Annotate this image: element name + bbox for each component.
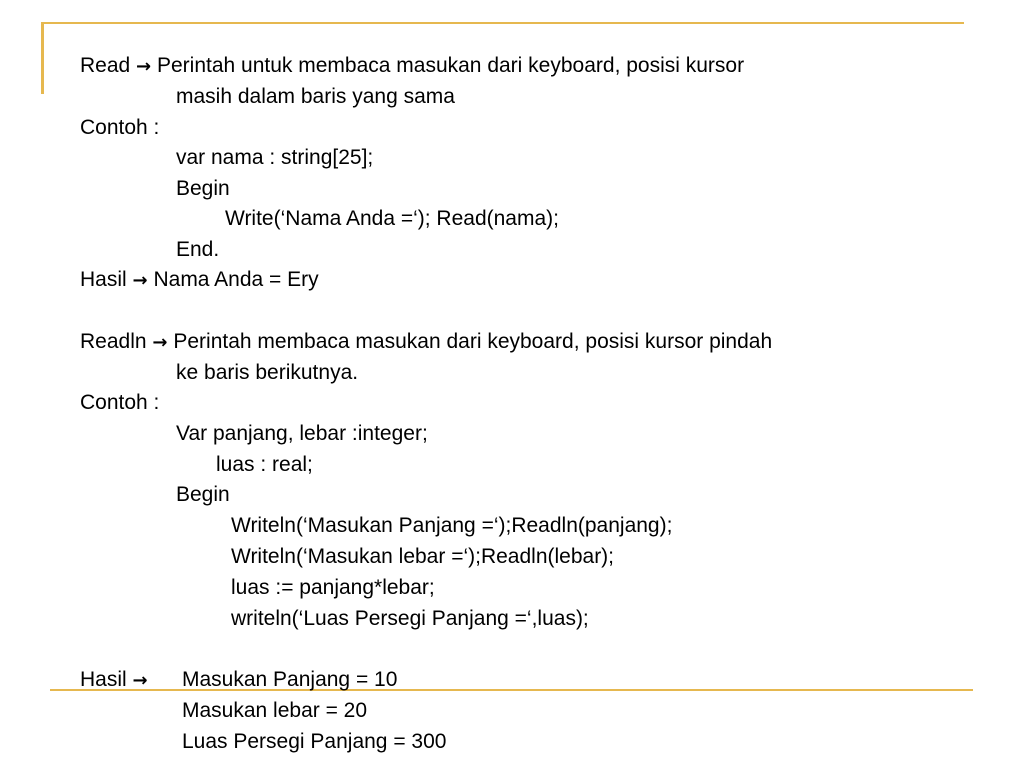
read-code-line: Begin [176,177,230,200]
right-arrow-icon: → [136,56,152,77]
readln-code-line: Writeln(‘Masukan Panjang =‘);Readln(panjang); [231,514,673,537]
readln-code-line: writeln(‘Luas Persegi Panjang =‘,luas); [231,607,589,630]
read-code-line: var nama : string[25]; [176,146,374,169]
read-result-value: Nama Anda = Ery [153,268,319,291]
readln-result-label: Hasil [80,668,127,691]
readln-description: Perintah membaca masukan dari keyboard, posisi kursor pindah [173,330,773,353]
read-description: Perintah untuk membaca masukan dari keyboard, posisi kursor [156,54,745,77]
readln-keyword: Readln [80,330,147,353]
right-arrow-icon: → [152,332,168,353]
read-result-label: Hasil [80,268,127,291]
read-result-line [80,266,319,295]
frame-top-line [41,22,964,24]
read-code-line: End. [176,238,220,261]
readln-result-output: Luas Persegi Panjang = 300 [182,730,447,753]
read-example-label: Contoh : [80,116,160,139]
readln-result-output: Masukan lebar = 20 [182,699,368,722]
readln-example-label: Contoh : [80,391,160,414]
readln-code-line: Begin [176,483,230,506]
readln-heading-line [80,328,772,357]
read-heading-line [80,52,744,81]
read-code-line: Write(‘Nama Anda =‘); Read(nama); [225,207,559,230]
frame-left-accent [41,22,44,94]
right-arrow-icon: → [132,270,148,291]
readln-code-line: Writeln(‘Masukan lebar =‘);Readln(lebar); [231,545,615,568]
readln-code-line: luas : real; [216,453,313,476]
readln-code-line: luas := panjang*lebar; [231,576,435,599]
readln-result-output: Masukan Panjang = 10 [182,668,398,691]
read-description-continued: masih dalam baris yang sama [176,85,455,108]
readln-result-line [80,666,148,695]
readln-code-line: Var panjang, lebar :integer; [176,422,428,445]
read-keyword: Read [80,54,131,77]
readln-description-continued: ke baris berikutnya. [176,361,359,384]
right-arrow-icon: → [132,670,148,691]
